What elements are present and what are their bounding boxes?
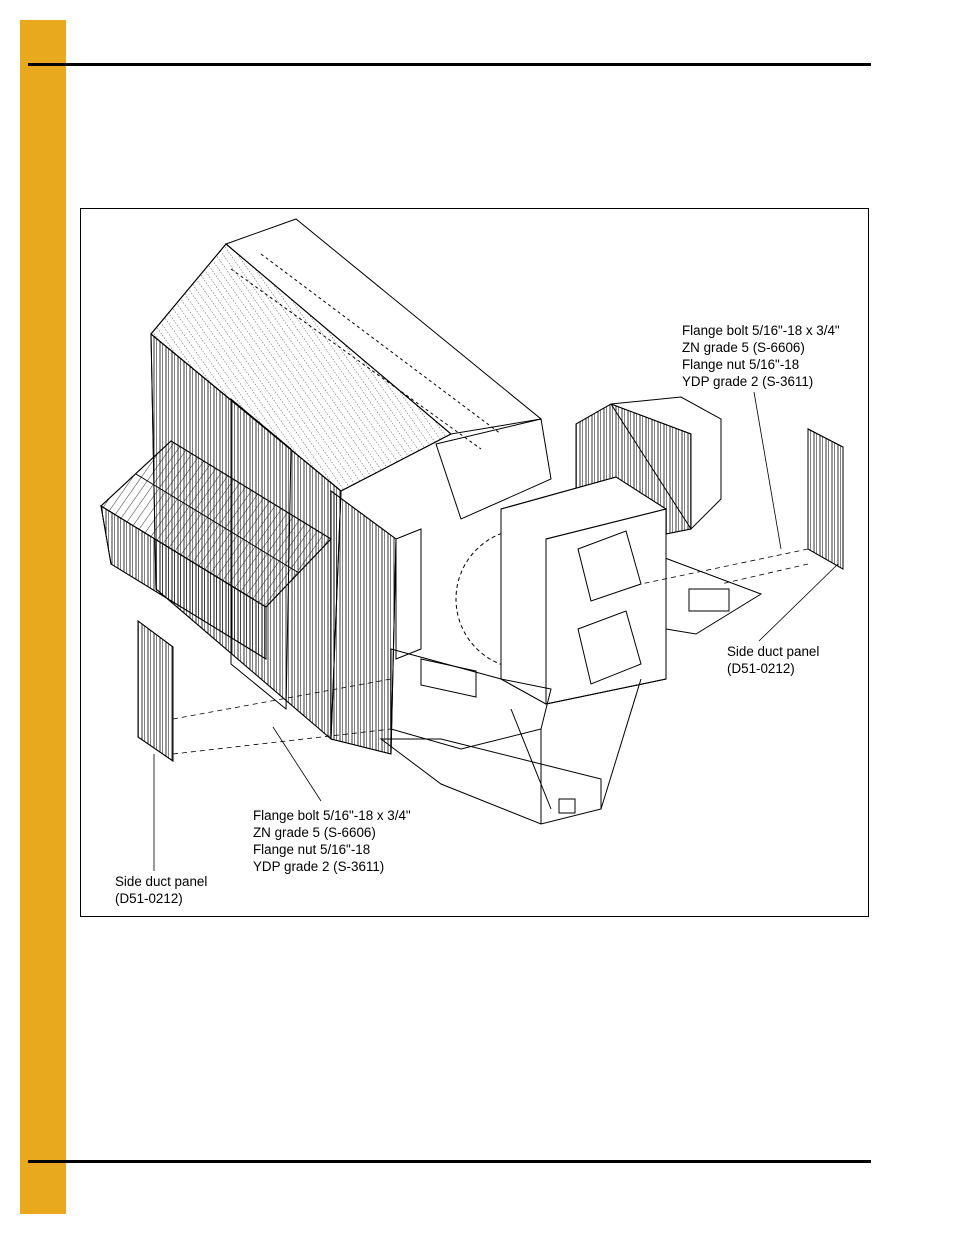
- front-wall: [331, 491, 421, 754]
- callout-line: Flange bolt 5/16"-18 x 3/4": [682, 323, 840, 338]
- callout-line: ZN grade 5 (S-6606): [682, 340, 805, 355]
- callout-line: (D51-0212): [727, 661, 795, 676]
- callout-line: ZN grade 5 (S-6606): [253, 825, 376, 840]
- side-color-tab: [20, 20, 66, 1214]
- callout-flange-hardware-right: [682, 322, 840, 390]
- footer-rule: [28, 1160, 871, 1163]
- callout-line: Side duct panel: [727, 644, 820, 659]
- callout-side-duct-panel-left: [115, 873, 207, 907]
- header-rule: [28, 63, 871, 66]
- callout-line: Flange nut 5/16"-18: [682, 357, 800, 372]
- callout-line: Flange nut 5/16"-18: [253, 842, 371, 857]
- callout-line: Side duct panel: [115, 874, 208, 889]
- callout-line: Flange bolt 5/16"-18 x 3/4": [253, 808, 411, 823]
- callout-side-duct-panel-right: [727, 643, 819, 677]
- figure-frame: [80, 208, 869, 917]
- callout-line: YDP grade 2 (S-3611): [253, 859, 385, 874]
- callout-line: YDP grade 2 (S-3611): [682, 374, 814, 389]
- side-duct-panel-left-drawing: [138, 621, 173, 761]
- callout-line: (D51-0212): [115, 891, 183, 906]
- callout-flange-hardware-left: [253, 807, 411, 875]
- side-duct-panel-right-drawing: [808, 429, 843, 569]
- assembly-drawing: [81, 209, 870, 918]
